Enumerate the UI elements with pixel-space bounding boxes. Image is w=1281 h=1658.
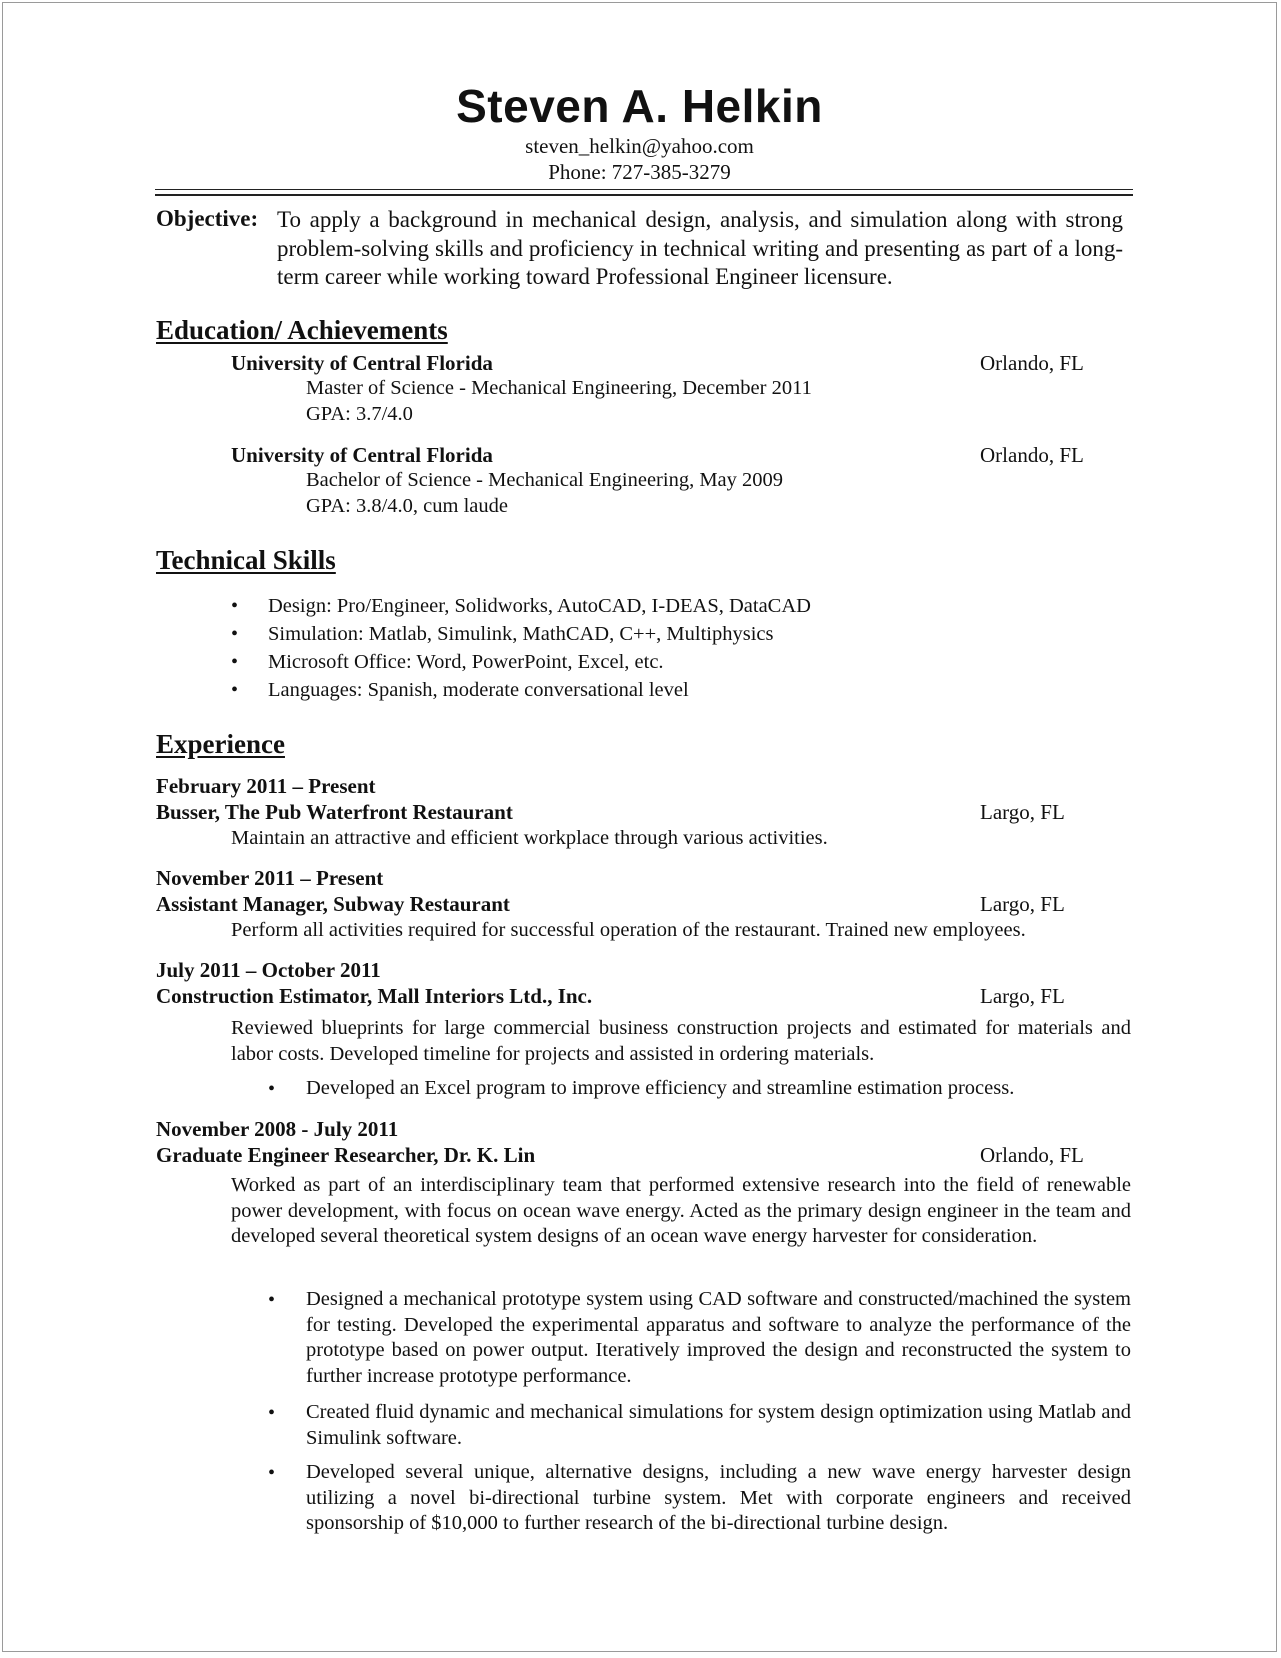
job-dates: November 2011 – Present <box>156 866 384 890</box>
education-gpa: GPA: 3.7/4.0 <box>306 403 413 425</box>
job-location: Largo, FL <box>980 800 1065 824</box>
resume-page <box>2 2 1277 1652</box>
skills-heading: Technical Skills <box>156 545 336 575</box>
education-location: Orlando, FL <box>980 351 1084 375</box>
education-school: University of Central Florida <box>231 351 493 375</box>
job-bullet: Developed several unique, alternative designs, including a new wave energy harvester design utilizing a novel bi-directional turbine system. Met with corporate engineers and received sponsorship of $10,000 to further research of the bi-directional turbine design. <box>306 1461 1131 1534</box>
job-location: Largo, FL <box>980 892 1065 916</box>
education-heading: Education/ Achievements <box>156 315 448 345</box>
job-description: Maintain an attractive and efficient workplace through various activities. <box>231 827 828 849</box>
education-location: Orlando, FL <box>980 443 1084 467</box>
job-location: Largo, FL <box>980 984 1065 1008</box>
job-title: Busser, The Pub Waterfront Restaurant <box>156 800 513 824</box>
education-degree: Master of Science - Mechanical Engineering, December 2011 <box>306 377 812 399</box>
experience-heading: Experience <box>156 729 285 759</box>
bullet-dot-icon: • <box>268 1402 276 1424</box>
bullet-dot-icon: • <box>231 679 239 701</box>
job-description: Worked as part of an interdisciplinary team that performed extensive research into the field of renewable power development, with focus on ocean wave energy. Acted as the primary design engineer in the team and developed several theoretical system designs of an ocean wave energy harvester for consideration. <box>231 1174 1131 1247</box>
bullet-dot-icon: • <box>268 1078 276 1100</box>
job-dates: February 2011 – Present <box>156 774 376 798</box>
candidate-name: Steven A. Helkin <box>456 80 823 132</box>
education-school: University of Central Florida <box>231 443 493 467</box>
header-divider-thin <box>155 189 1133 190</box>
phone-number: Phone: 727-385-3279 <box>548 160 731 184</box>
education-degree: Bachelor of Science - Mechanical Engineering, May 2009 <box>306 469 784 491</box>
bullet-dot-icon: • <box>231 595 239 617</box>
objective-label: Objective: <box>156 206 259 231</box>
skill-item: Microsoft Office: Word, PowerPoint, Excel, etc. <box>268 651 664 673</box>
header-divider-thick <box>155 194 1133 196</box>
job-description: Reviewed blueprints for large commercial business construction projects and estimated for materials and labor costs. Developed timeline for projects and assisted in ordering materials. <box>231 1017 1131 1065</box>
job-title: Assistant Manager, Subway Restaurant <box>156 892 510 916</box>
email-address: steven_helkin@yahoo.com <box>525 134 754 158</box>
skill-item: Languages: Spanish, moderate conversational level <box>268 679 689 701</box>
job-bullet: Developed an Excel program to improve efficiency and streamline estimation process. <box>306 1077 1015 1099</box>
job-location: Orlando, FL <box>980 1143 1084 1167</box>
job-description: Perform all activities required for successful operation of the restaurant. Trained new employees. <box>231 919 1026 941</box>
objective-text: To apply a background in mechanical design, analysis, and simulation along with strong problem-solving skills and proficiency in technical writing and presenting as part of a long-term career while working toward Professional Engineer licensure. <box>277 207 1123 289</box>
bullet-dot-icon: • <box>268 1289 276 1311</box>
skill-item: Simulation: Matlab, Simulink, MathCAD, C++, Multiphysics <box>268 623 774 645</box>
job-title: Graduate Engineer Researcher, Dr. K. Lin <box>156 1143 536 1167</box>
job-title: Construction Estimator, Mall Interiors Ltd., Inc. <box>156 984 593 1008</box>
job-bullet: Created fluid dynamic and mechanical simulations for system design optimization using Matlab and Simulink software. <box>306 1401 1131 1449</box>
bullet-dot-icon: • <box>231 623 239 645</box>
bullet-dot-icon: • <box>231 651 239 673</box>
job-bullet: Designed a mechanical prototype system using CAD software and constructed/machined the system for testing. Developed the experimental apparatus and software to analyze the performance of the prototype based on power output. Iteratively improved the design and reconstructed the system to further increase prototype performance. <box>306 1288 1131 1387</box>
skill-item: Design: Pro/Engineer, Solidworks, AutoCAD, I-DEAS, DataCAD <box>268 595 811 617</box>
education-gpa: GPA: 3.8/4.0, cum laude <box>306 495 508 517</box>
job-dates: November 2008 - July 2011 <box>156 1117 399 1141</box>
bullet-dot-icon: • <box>268 1462 276 1484</box>
job-dates: July 2011 – October 2011 <box>156 958 381 982</box>
